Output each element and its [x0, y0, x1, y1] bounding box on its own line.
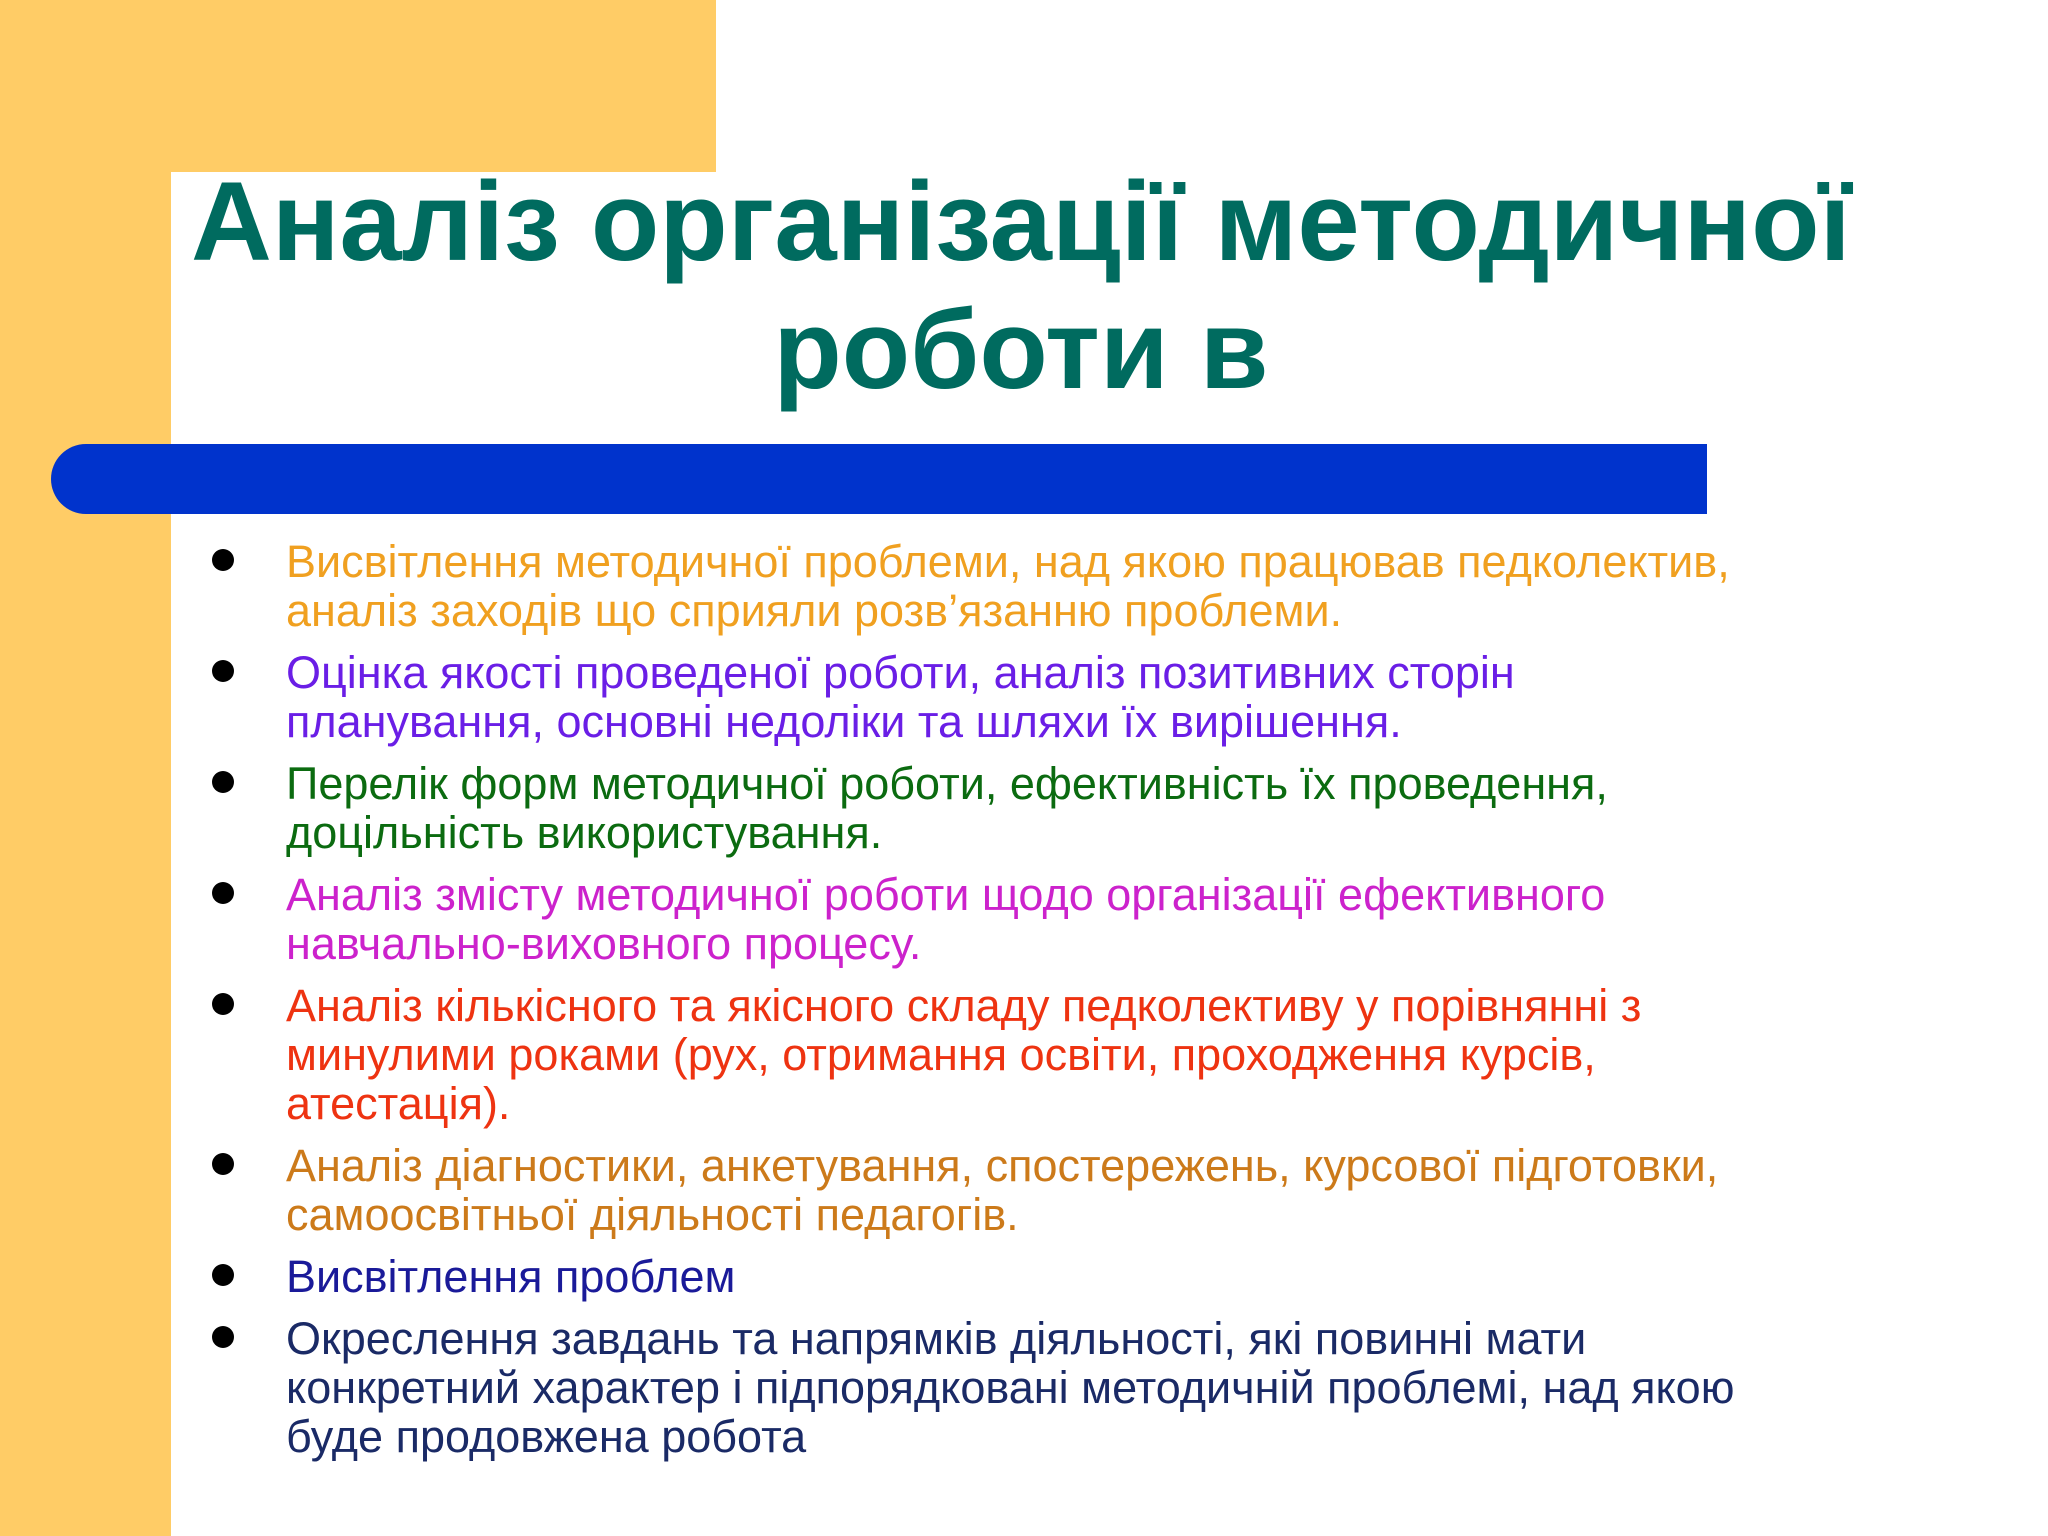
bullet-icon: [212, 1153, 234, 1175]
bullet-text-line: буде продовжена робота: [286, 1411, 807, 1462]
bullet-text-line: минулими роками (рух, отримання освіти, проходження курсів,: [286, 1029, 1596, 1080]
bullet-text-line: Висвітлення методичної проблеми, над якою працював педколектив,: [286, 536, 1730, 587]
bullet-text-line: планування, основні недоліки та шляхи їх вирішення.: [286, 696, 1402, 747]
list-item: [200, 648, 2000, 746]
bullet-text-line: Окреслення завдань та напрямків діяльності, які повинні мати: [286, 1313, 1587, 1364]
list-item: [200, 1141, 2000, 1239]
bullet-text-line: Перелік форм методичної роботи, ефективність їх проведення,: [286, 758, 1608, 809]
bullet-icon: [212, 549, 234, 571]
slide-title-line-1: Аналіз організації методичної: [191, 159, 1851, 284]
list-item: [200, 537, 2000, 635]
title-underline-bar: [51, 444, 1707, 514]
bullet-text-line: Аналіз діагностики, анкетування, спостережень, курсової підготовки,: [286, 1140, 1719, 1191]
slide-title-line-2: роботи в: [773, 287, 1269, 412]
list-item: [200, 870, 2000, 968]
bullet-icon: [212, 771, 234, 793]
bullet-list: [200, 537, 2000, 1474]
bullet-text-line: доцільність використування.: [286, 807, 883, 858]
list-item: [200, 1314, 2000, 1461]
bullet-text-line: Аналіз змісту методичної роботи щодо організації ефективного: [286, 869, 1606, 920]
list-item: [200, 981, 2000, 1128]
list-item: [200, 1252, 2000, 1301]
list-item: [200, 759, 2000, 857]
bullet-text-line: конкретний характер і підпорядковані методичній проблемі, над якою: [286, 1362, 1735, 1413]
bullet-text-line: навчально-виховного процесу.: [286, 918, 922, 969]
bullet-text-line: Оцінка якості проведеної роботи, аналіз позитивних сторін: [286, 647, 1515, 698]
bullet-text-line: Висвітлення проблем: [286, 1251, 736, 1302]
decor-yellow-left: [0, 0, 171, 1536]
bullet-icon: [212, 1264, 234, 1286]
bullet-text-line: атестація).: [286, 1078, 511, 1129]
bullet-icon: [212, 882, 234, 904]
bullet-icon: [212, 993, 234, 1015]
bullet-icon: [212, 1326, 234, 1348]
bullet-icon: [212, 660, 234, 682]
slide-title: [171, 158, 1871, 414]
bullet-text-line: самоосвітньої діяльності педагогів.: [286, 1189, 1019, 1240]
bullet-text-line: аналіз заходів що сприяли розв’язанню проблеми.: [286, 585, 1343, 636]
bullet-text-line: Аналіз кількісного та якісного складу педколективу у порівнянні з: [286, 980, 1642, 1031]
